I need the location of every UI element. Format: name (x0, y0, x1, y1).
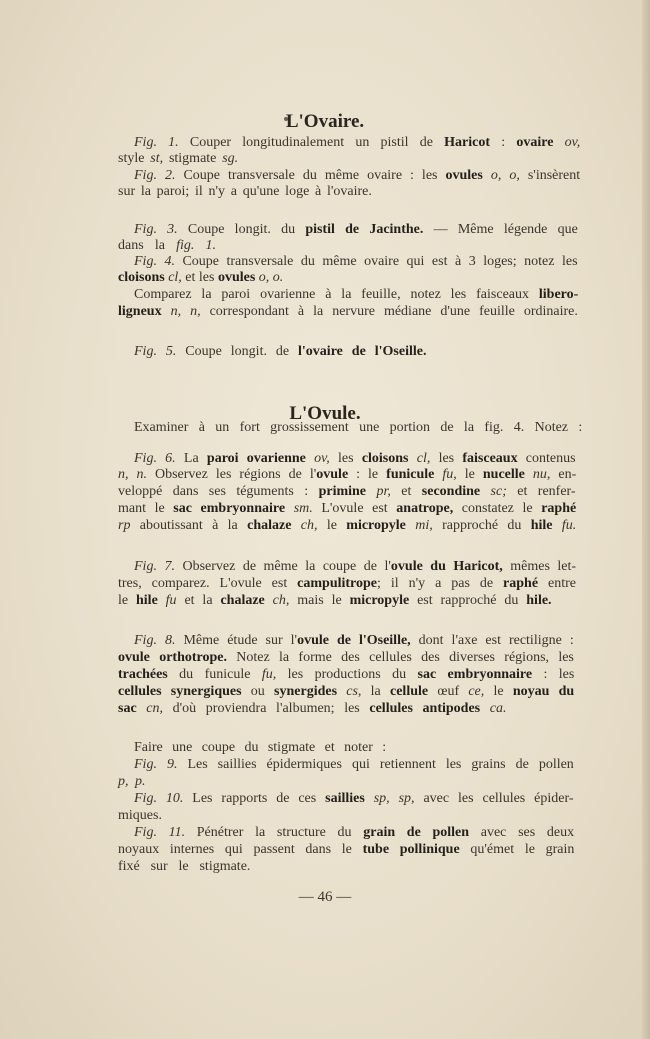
italic-text: fu. (561, 518, 577, 533)
text-line (134, 134, 580, 151)
text-line (118, 858, 250, 875)
bold-term: ovules (217, 270, 256, 285)
text-line (134, 343, 426, 360)
italic-text: Fig. 11. (134, 825, 186, 840)
text-line (134, 167, 580, 184)
bold-term: ovaire (516, 135, 554, 150)
text-line (118, 666, 574, 683)
text-run: en- (550, 467, 577, 482)
bold-term: ovule du Haricot, (390, 559, 503, 574)
text-run (366, 484, 376, 499)
heading-ovaire: L'Ovaire. (285, 111, 365, 132)
bold-term: hile. (526, 593, 552, 608)
bold-term: sac (118, 701, 137, 716)
text-line (118, 807, 162, 824)
text-run (480, 701, 490, 716)
text-line (134, 790, 574, 807)
bold-term: Haricot (444, 135, 491, 150)
text-run: Observez les régions de l' (147, 467, 317, 482)
italic-text: ca. (489, 701, 507, 716)
italic-text: Fig. 1. (134, 135, 179, 150)
italic-text: Fig. 5. (134, 344, 177, 359)
text-line (118, 575, 576, 592)
text-run: noyaux internes qui passent dans le (118, 842, 363, 857)
text-run: mais le (289, 593, 350, 608)
bold-term: hile (136, 593, 158, 608)
bold-term: campulitrope (297, 576, 378, 591)
text-run: stigmate (163, 151, 223, 166)
italic-text: Fig. 9. (134, 757, 178, 772)
text-run (483, 168, 491, 183)
text-run: veloppé dans ses téguments : (118, 484, 319, 499)
italic-text: cs, (346, 684, 362, 699)
text-line (118, 269, 283, 286)
text-line (118, 592, 552, 609)
italic-text: sc; (490, 484, 507, 499)
bold-term: saillies (325, 791, 365, 806)
text-line (118, 466, 576, 483)
text-run (480, 484, 490, 499)
text-run: La (175, 451, 207, 466)
text-run: Pénétrer la structure du (185, 825, 364, 840)
bold-term: micropyle (346, 518, 406, 533)
bold-term: cellules synergiques (118, 684, 242, 699)
text-line (118, 500, 576, 517)
text-line (118, 700, 506, 717)
text-run: le (118, 593, 136, 608)
text-run: s'insèrent (519, 168, 581, 183)
italic-text: mi, (415, 518, 433, 533)
text-line (118, 483, 576, 500)
text-run: Les saillies épidermiques qui retiennent les grains de pollen (177, 757, 574, 772)
text-run: constatez le (453, 501, 542, 516)
text-run: Les rapports de ces (183, 791, 326, 806)
bold-term: l'ovaire de l'Oseille. (298, 344, 427, 359)
text-run: entre (538, 576, 576, 591)
text-run (158, 593, 166, 608)
text-line (134, 221, 578, 238)
text-run (285, 501, 294, 516)
text-run: et (390, 484, 422, 499)
text-line (118, 237, 216, 254)
text-run: d'où proviendra l'albumen; les (163, 701, 370, 716)
text-run: — Même légende que (423, 222, 578, 237)
bold-term: cloisons (118, 270, 165, 285)
text-line (134, 558, 576, 575)
bold-term: trachées (118, 667, 168, 682)
bold-term: ovule (316, 467, 349, 482)
bold-term: cellule (390, 684, 429, 699)
text-run: Même étude sur l' (175, 633, 298, 648)
text-run: œuf (428, 684, 469, 699)
italic-text: Fig. 6. (134, 451, 176, 466)
text-run: le (456, 467, 483, 482)
bold-term: chalaze (220, 593, 265, 608)
text-run: L'ovule est (312, 501, 397, 516)
text-run (406, 518, 415, 533)
italic-text: cl, (416, 451, 431, 466)
italic-text: Fig. 10. (134, 791, 184, 806)
text-line (134, 824, 574, 841)
text-line (134, 419, 582, 436)
italic-text: ov, (314, 451, 330, 466)
text-run: dans la (118, 238, 177, 253)
bold-term: faisceaux (462, 451, 518, 466)
italic-text: pr, (376, 484, 391, 499)
text-run: Coupe transversale du même ovaire : les (175, 168, 446, 183)
bold-term: funicule (386, 467, 435, 482)
text-run: miques. (118, 808, 162, 823)
text-run (525, 467, 533, 482)
text-run: Coupe transversale du même ovaire qui est à 3 loges; notez les (174, 254, 578, 269)
text-run (553, 135, 564, 150)
italic-text: o, o, (490, 168, 520, 183)
text-run: Couper longitudinalement un pistil de (178, 135, 445, 150)
text-run: avec ses deux (469, 825, 575, 840)
text-run: le (317, 518, 347, 533)
italic-text: Fig. 4. (134, 254, 175, 269)
page-number: — 46 — (298, 889, 352, 905)
text-run: sur la paroi; il n'y a qu'une loge à l'ovaire. (118, 184, 372, 199)
text-run: qu'émet le grain (459, 842, 575, 857)
italic-text: sm. (293, 501, 313, 516)
bold-term: raphé (503, 576, 539, 591)
bold-term: hile (530, 518, 553, 533)
text-run: Coupe longit. de (176, 344, 299, 359)
text-run: : le (348, 467, 387, 482)
italic-text: sp, sp, (373, 791, 415, 806)
italic-text: o, o. (258, 270, 284, 285)
bold-term: ovule orthotrope. (118, 650, 227, 665)
page-edge (642, 0, 650, 1039)
text-run: les (329, 451, 362, 466)
bold-term: cloisons (361, 451, 409, 466)
text-run: aboutissant à la (130, 518, 248, 533)
text-run: est rapproché du (409, 593, 527, 608)
text-run: fixé sur le stigmate. (118, 859, 251, 874)
italic-text: ch, (272, 593, 290, 608)
italic-text: cn, (146, 701, 164, 716)
text-run (409, 451, 417, 466)
text-run (265, 593, 273, 608)
text-run: Faire une coupe du stigmate et noter : (134, 740, 387, 755)
text-run (553, 518, 562, 533)
text-run: : les (532, 667, 575, 682)
italic-text: st, (150, 151, 164, 166)
text-run: Notez la forme des cellules des diverses régions, les (226, 650, 574, 665)
italic-text: fu, (261, 667, 277, 682)
italic-text: Fig. 7. (134, 559, 175, 574)
text-line (118, 683, 574, 700)
text-run: et la (176, 593, 221, 608)
bold-term: pistil de Jacinthe. (305, 222, 424, 237)
italic-text: n, n. (118, 467, 147, 482)
text-run: Observez de même la coupe de l' (174, 559, 391, 574)
text-run: et renfer- (506, 484, 576, 499)
italic-text: Fig. 2. (134, 168, 176, 183)
bold-term: ligneux (118, 304, 162, 319)
bold-term: ovule de l'Oseille, (297, 633, 411, 648)
text-run: les productions du (276, 667, 418, 682)
italic-text: p, p. (118, 774, 146, 789)
bold-term: raphé (541, 501, 577, 516)
text-line (118, 773, 146, 790)
bold-term: anatrope, (396, 501, 454, 516)
italic-text: Fig. 3. (134, 222, 178, 237)
bold-term: libero- (538, 287, 579, 302)
text-run: Coupe longit. du (177, 222, 306, 237)
text-run: : (490, 135, 517, 150)
bold-term: micropyle (349, 593, 410, 608)
italic-text: ce, (468, 684, 485, 699)
text-line (134, 450, 576, 467)
text-run: dont l'axe est rectiligne : (410, 633, 574, 648)
text-run: du funicule (167, 667, 262, 682)
text-run: les (430, 451, 463, 466)
text-run (137, 701, 147, 716)
bold-term: sac embryonnaire (173, 501, 286, 516)
text-run (337, 684, 346, 699)
bold-term: nucelle (482, 467, 525, 482)
text-run (162, 304, 171, 319)
italic-text: fu (165, 593, 177, 608)
text-line (118, 150, 238, 167)
bold-term: tube pollinique (362, 842, 460, 857)
bold-term: sac embryonnaire (417, 667, 533, 682)
text-line (134, 253, 578, 270)
italic-text: sg. (222, 151, 239, 166)
text-run: la (361, 684, 390, 699)
italic-text: fig. 1. (176, 238, 217, 253)
bold-term: secondine (421, 484, 481, 499)
text-line (134, 739, 386, 756)
text-run: correspondant à la nervure médiane d'une feuille ordinaire. (200, 304, 578, 319)
text-line (118, 183, 372, 200)
bold-term: grain de pollen (363, 825, 470, 840)
text-run: rapproché du (432, 518, 531, 533)
bold-term: primine (318, 484, 367, 499)
bold-term: cellules antipodes (369, 701, 481, 716)
italic-text: fu, (442, 467, 457, 482)
text-run: style (118, 151, 151, 166)
bold-term: synergides (274, 684, 338, 699)
text-line (134, 286, 578, 303)
text-run: mant le (118, 501, 174, 516)
text-run: le (484, 684, 513, 699)
heading-ovule: L'Ovule. (289, 403, 361, 424)
text-run: ou (241, 684, 275, 699)
text-run: tres, comparez. L'ovule est (118, 576, 298, 591)
bold-term: chalaze (247, 518, 292, 533)
text-run (306, 451, 314, 466)
text-run (291, 518, 300, 533)
italic-text: ov, (564, 135, 581, 150)
text-run: contenus (517, 451, 576, 466)
text-line (118, 303, 578, 320)
text-run: Comparez la paroi ovarienne à la feuille, notez les faisceaux (134, 287, 539, 302)
italic-text: cl, (168, 270, 182, 285)
text-line (118, 841, 574, 858)
text-run: et les (181, 270, 218, 285)
italic-text: n, n, (170, 304, 201, 319)
italic-text: Fig. 8. (134, 633, 176, 648)
text-line (134, 632, 574, 649)
italic-text: ch, (300, 518, 318, 533)
bold-term: paroi ovarienne (206, 451, 306, 466)
text-run: ; il n'y a pas de (377, 576, 504, 591)
text-run (365, 791, 374, 806)
text-run: mêmes let- (502, 559, 577, 574)
bold-term: noyau du (512, 684, 575, 699)
bold-term: ovules (445, 168, 483, 183)
italic-text: rp (118, 518, 131, 533)
text-line (118, 649, 574, 666)
text-run: avec les cellules épider- (414, 791, 574, 806)
text-line (118, 517, 576, 534)
text-run: Examiner à un fort grossissement une portion de la fig. 4. Notez : (134, 420, 583, 435)
text-line (134, 756, 574, 773)
italic-text: nu, (532, 467, 551, 482)
